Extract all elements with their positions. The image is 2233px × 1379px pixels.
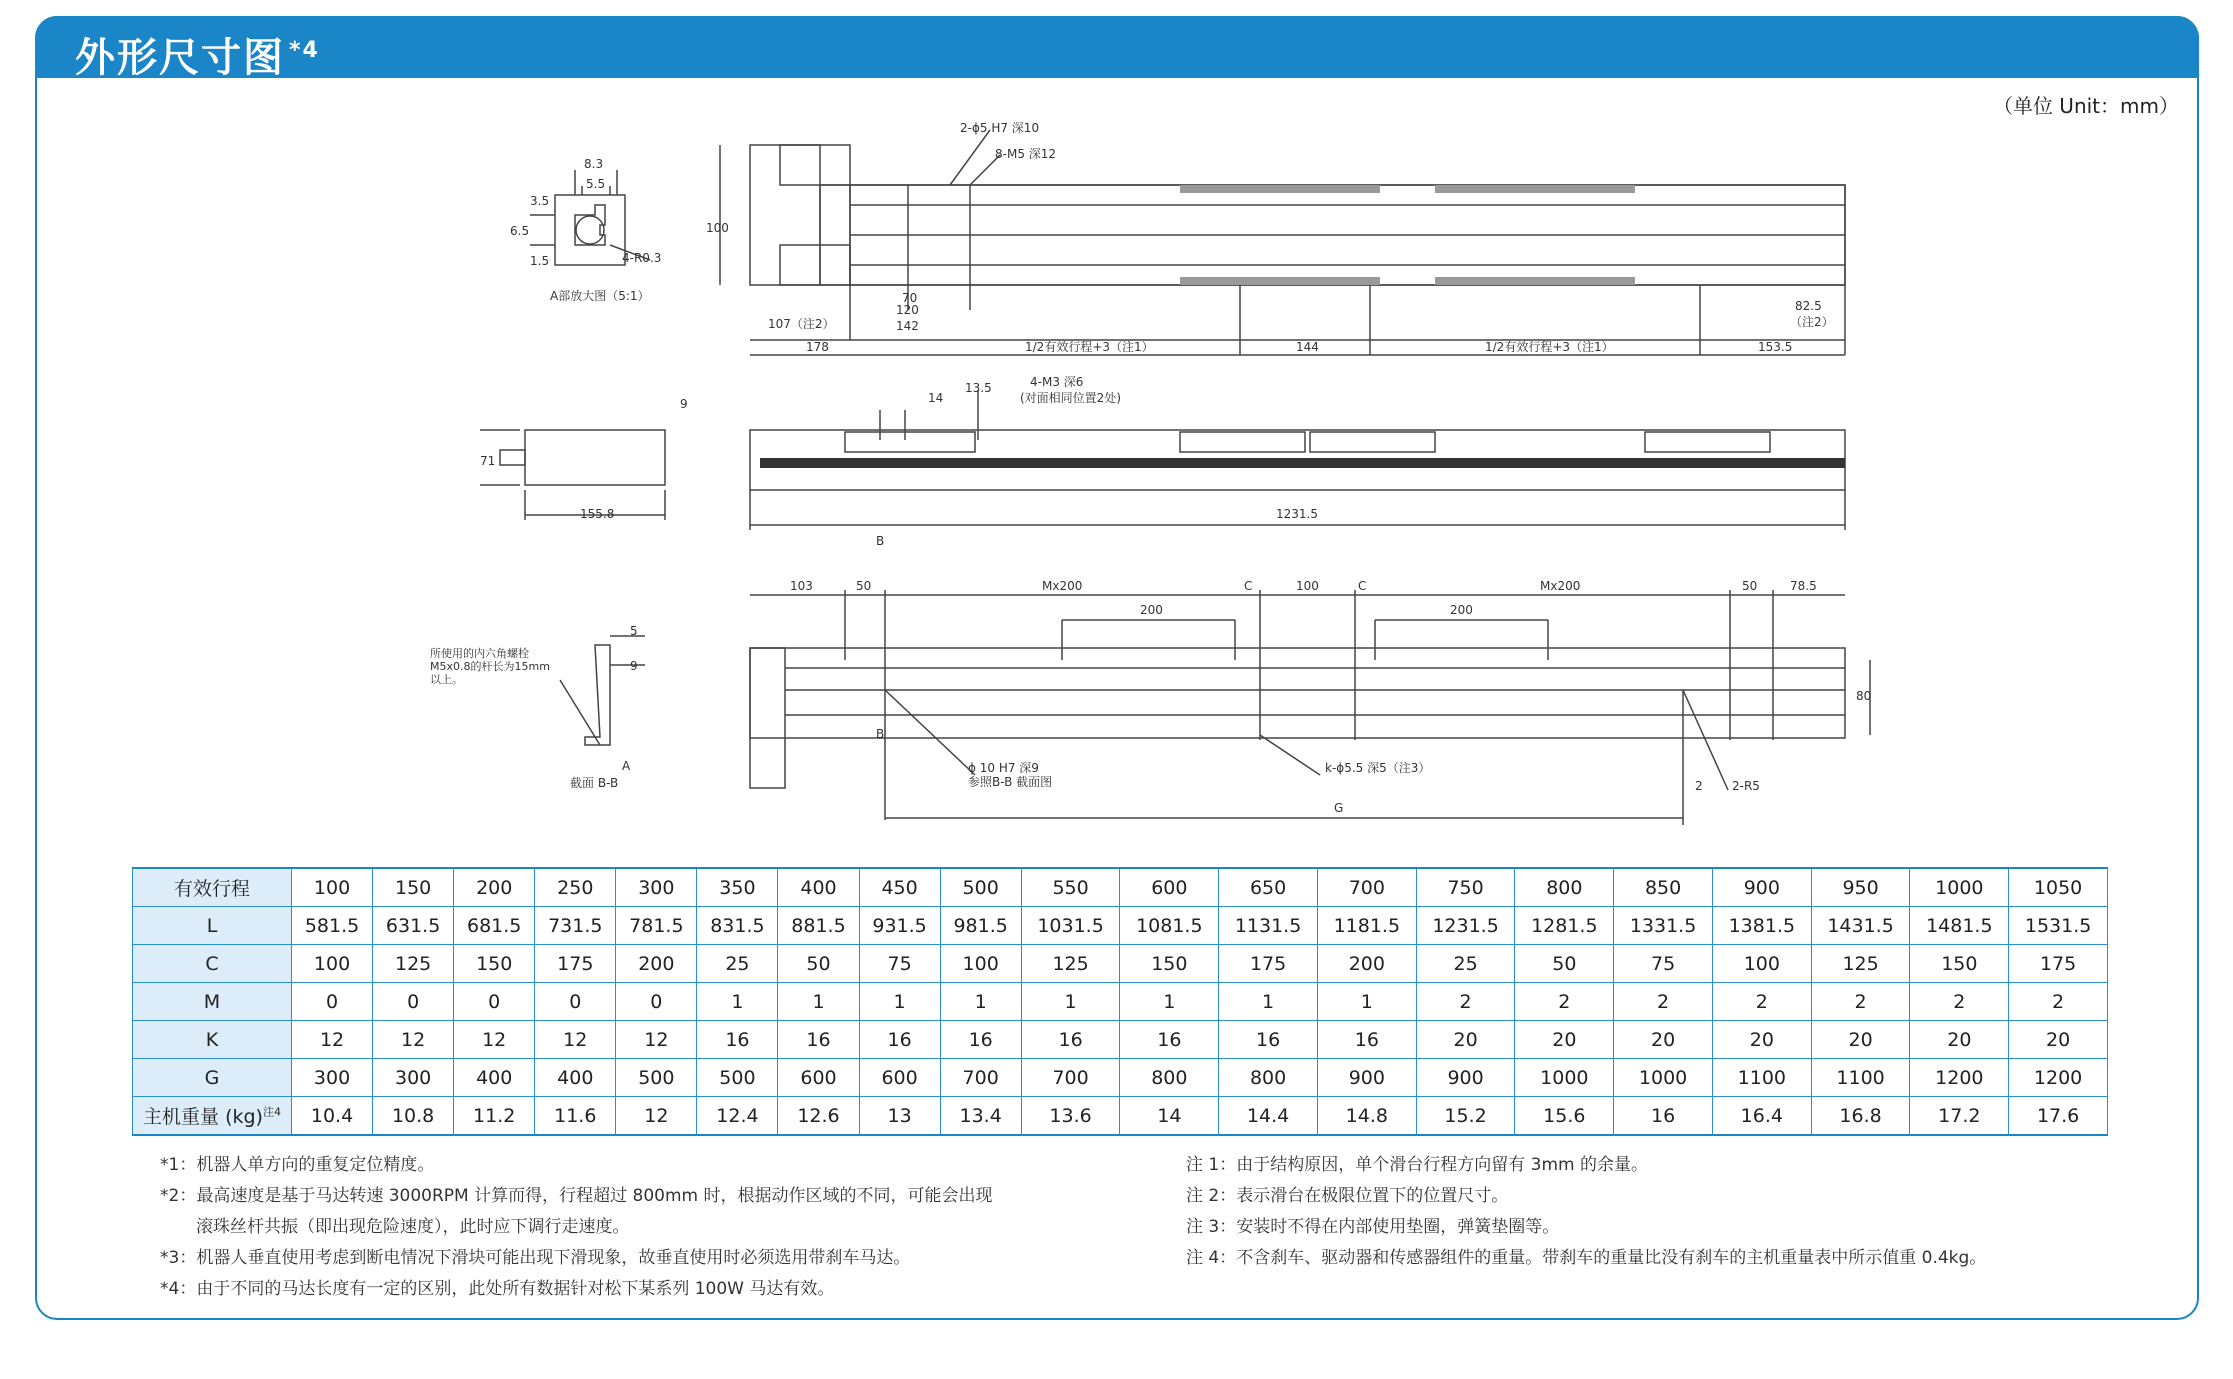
table-cell: 0 <box>292 983 373 1021</box>
row-label: M <box>133 983 292 1021</box>
table-cell: 200 <box>1317 945 1416 983</box>
table-cell: 17.6 <box>2009 1097 2108 1136</box>
table-cell: 1 <box>940 983 1021 1021</box>
table-cell: 20 <box>1515 1021 1614 1059</box>
svg-text:A部放大图（5:1）: A部放大图（5:1） <box>550 289 650 303</box>
table-cell: 900 <box>1416 1059 1515 1097</box>
table-cell: 300 <box>292 1059 373 1097</box>
svg-text:8.3: 8.3 <box>584 157 604 171</box>
footnote: 滚珠丝杆共振（即出现危险速度），此时应下调行走速度。 <box>196 1217 630 1237</box>
table-cell: 700 <box>1021 1059 1120 1097</box>
table-cell: 100 <box>292 868 373 907</box>
svg-text:M5x0.8的杆长为15mm: M5x0.8的杆长为15mm <box>430 660 550 673</box>
svg-text:4-R0.3: 4-R0.3 <box>622 251 662 265</box>
table-cell: 13.6 <box>1021 1097 1120 1136</box>
table-cell: 17.2 <box>1910 1097 2009 1136</box>
table-cell: 581.5 <box>292 907 373 945</box>
table-cell: 300 <box>373 1059 454 1097</box>
table-cell: 0 <box>616 983 697 1021</box>
table-row <box>133 1059 2108 1097</box>
svg-text:Mx200: Mx200 <box>1540 579 1581 593</box>
table-cell: 20 <box>1614 1021 1713 1059</box>
svg-text:1/2有效行程+3（注1）: 1/2有效行程+3（注1） <box>1485 340 1614 354</box>
table-cell: 800 <box>1120 1059 1219 1097</box>
svg-text:2: 2 <box>1695 779 1703 793</box>
table-cell: 1331.5 <box>1614 907 1713 945</box>
footnotes-right <box>1186 1150 1986 1274</box>
table-cell: 1 <box>697 983 778 1021</box>
table-cell: 700 <box>940 1059 1021 1097</box>
svg-text:所使用的内六角螺栓: 所使用的内六角螺栓 <box>430 647 529 660</box>
table-cell: 11.6 <box>535 1097 616 1136</box>
svg-text:103: 103 <box>790 579 813 593</box>
table-cell: 1431.5 <box>1811 907 1910 945</box>
table-cell: 16 <box>940 1021 1021 1059</box>
side-view <box>480 390 1845 530</box>
svg-text:1.5: 1.5 <box>530 254 550 268</box>
table-cell: 20 <box>1416 1021 1515 1059</box>
table-cell: 12 <box>454 1021 535 1059</box>
table-cell: 400 <box>778 868 859 907</box>
table-cell: 0 <box>373 983 454 1021</box>
table-cell: 1 <box>1317 983 1416 1021</box>
svg-text:14: 14 <box>928 391 944 405</box>
svg-text:9: 9 <box>630 659 638 673</box>
svg-text:参照B-B 截面图: 参照B-B 截面图 <box>968 775 1053 789</box>
table-cell: 13 <box>859 1097 940 1136</box>
footnote: *3：机器人垂直使用考虑到断电情况下滑块可能出现下滑现象，故垂直使用时必须选用带刹车马达。 <box>160 1248 911 1268</box>
footnotes-left <box>160 1150 993 1305</box>
table-cell: 1481.5 <box>1910 907 2009 945</box>
table-cell: 1181.5 <box>1317 907 1416 945</box>
row-label: 有效行程 <box>133 868 292 907</box>
table-cell: 16 <box>778 1021 859 1059</box>
svg-text:50: 50 <box>856 579 872 593</box>
table-cell: 2 <box>1811 983 1910 1021</box>
table-cell: 16 <box>697 1021 778 1059</box>
table-cell: 1000 <box>1614 1059 1713 1097</box>
table-cell: 10.4 <box>292 1097 373 1136</box>
table-cell: 1031.5 <box>1021 907 1120 945</box>
page-title: 外形尺寸图 $^{*4}$ <box>75 35 320 81</box>
footnote: *4：由于不同的马达长度有一定的区别，此处所有数据针对松下某系列 100W 马达有效。 <box>160 1279 835 1299</box>
table-cell: 2 <box>1910 983 2009 1021</box>
table-cell: 175 <box>2009 945 2108 983</box>
svg-text:C: C <box>1358 579 1367 593</box>
table-cell: 400 <box>535 1059 616 1097</box>
table-cell: 2 <box>1515 983 1614 1021</box>
svg-text:G: G <box>1334 801 1344 815</box>
table-cell: 900 <box>1712 868 1811 907</box>
table-cell: 700 <box>1317 868 1416 907</box>
svg-text:1/2有效行程+3（注1）: 1/2有效行程+3（注1） <box>1025 340 1154 354</box>
table-cell: 1531.5 <box>2009 907 2108 945</box>
svg-text:C: C <box>1244 579 1253 593</box>
table-cell: 1100 <box>1712 1059 1811 1097</box>
table-row <box>133 1021 2108 1059</box>
table-cell: 20 <box>1910 1021 2009 1059</box>
table-row <box>133 945 2108 983</box>
table-cell: 75 <box>859 945 940 983</box>
table-cell: 500 <box>940 868 1021 907</box>
table-cell: 800 <box>1219 1059 1318 1097</box>
row-label: C <box>133 945 292 983</box>
svg-text:ϕ 10 H7 深9: ϕ 10 H7 深9 <box>968 761 1039 775</box>
table-cell: 1000 <box>1910 868 2009 907</box>
table-cell: 16.4 <box>1712 1097 1811 1136</box>
table-cell: 2 <box>2009 983 2108 1021</box>
table-cell: 2 <box>1614 983 1713 1021</box>
svg-text:（注2）: （注2） <box>1790 315 1834 329</box>
svg-text:B: B <box>876 534 885 548</box>
table-cell: 681.5 <box>454 907 535 945</box>
svg-text:2-R5: 2-R5 <box>1732 779 1760 793</box>
table-cell: 1100 <box>1811 1059 1910 1097</box>
table-cell: 100 <box>940 945 1021 983</box>
svg-text:178: 178 <box>806 340 829 354</box>
table-cell: 11.2 <box>454 1097 535 1136</box>
svg-text:3.5: 3.5 <box>530 194 550 208</box>
table-cell: 1 <box>1021 983 1120 1021</box>
table-cell: 14.4 <box>1219 1097 1318 1136</box>
table-cell: 150 <box>373 868 454 907</box>
table-cell: 150 <box>454 945 535 983</box>
table-cell: 931.5 <box>859 907 940 945</box>
footnote: 注 4：不含刹车、驱动器和传感器组件的重量。带刹车的重量比没有刹车的主机重量表中所示值重 0.4kg。 <box>1186 1248 1987 1268</box>
svg-text:5: 5 <box>630 624 638 638</box>
row-label: K <box>133 1021 292 1059</box>
unit-label: （单位 Unit：mm） <box>1992 94 2179 118</box>
table-cell: 100 <box>292 945 373 983</box>
section-b-view <box>560 636 645 745</box>
footnote: *1：机器人单方向的重复定位精度。 <box>160 1155 435 1175</box>
table-cell: 350 <box>697 868 778 907</box>
svg-text:50: 50 <box>1742 579 1758 593</box>
table-cell: 831.5 <box>697 907 778 945</box>
svg-text:120: 120 <box>896 303 919 317</box>
table-cell: 125 <box>1811 945 1910 983</box>
table-cell: 850 <box>1614 868 1713 907</box>
svg-text:5.5: 5.5 <box>586 177 606 191</box>
svg-text:100: 100 <box>1296 579 1319 593</box>
table-cell: 100 <box>1712 945 1811 983</box>
table-cell: 0 <box>454 983 535 1021</box>
table-cell: 150 <box>1120 945 1219 983</box>
table-cell: 15.2 <box>1416 1097 1515 1136</box>
footnote: 注 1：由于结构原因，单个滑台行程方向留有 3mm 的余量。 <box>1186 1155 1648 1175</box>
footnote: 注 3：安装时不得在内部使用垫圈，弹簧垫圈等。 <box>1186 1217 1560 1237</box>
table-cell: 150 <box>1910 945 2009 983</box>
table-cell: 12 <box>292 1021 373 1059</box>
svg-text:截面 B-B: 截面 B-B <box>570 776 619 790</box>
svg-text:200: 200 <box>1140 603 1163 617</box>
svg-text:100: 100 <box>706 221 729 235</box>
table-cell: 125 <box>373 945 454 983</box>
table-cell: 25 <box>697 945 778 983</box>
table-cell: 1381.5 <box>1712 907 1811 945</box>
svg-text:Mx200: Mx200 <box>1042 579 1083 593</box>
table-cell: 0 <box>535 983 616 1021</box>
table-cell: 750 <box>1416 868 1515 907</box>
table-cell: 1281.5 <box>1515 907 1614 945</box>
table-cell: 731.5 <box>535 907 616 945</box>
table-cell: 900 <box>1317 1059 1416 1097</box>
table-cell: 2 <box>1416 983 1515 1021</box>
table-cell: 650 <box>1219 868 1318 907</box>
table-cell: 2 <box>1712 983 1811 1021</box>
row-label: L <box>133 907 292 945</box>
table-cell: 1 <box>1120 983 1219 1021</box>
footnote: 注 2：表示滑台在极限位置下的位置尺寸。 <box>1186 1186 1509 1206</box>
table-cell: 300 <box>616 868 697 907</box>
table-cell: 175 <box>535 945 616 983</box>
table-cell: 175 <box>1219 945 1318 983</box>
table-cell: 13.4 <box>940 1097 1021 1136</box>
table-cell: 16.8 <box>1811 1097 1910 1136</box>
table-row <box>133 907 2108 945</box>
table-cell: 12.4 <box>697 1097 778 1136</box>
svg-text:4-M3 深6: 4-M3 深6 <box>1030 375 1084 389</box>
row-label: G <box>133 1059 292 1097</box>
svg-text:k-ϕ5.5 深5（注3）: k-ϕ5.5 深5（注3） <box>1325 761 1431 775</box>
table-cell: 12 <box>373 1021 454 1059</box>
footnote: *2：最高速度是基于马达转速 3000RPM 计算而得，行程超过 800mm 时，根据动作区域的不同，可能会出现 <box>160 1186 993 1206</box>
table-cell: 1050 <box>2009 868 2108 907</box>
table-cell: 20 <box>2009 1021 2108 1059</box>
svg-text:153.5: 153.5 <box>1758 340 1793 354</box>
table-cell: 14 <box>1120 1097 1219 1136</box>
table-cell: 16 <box>1021 1021 1120 1059</box>
svg-text:80: 80 <box>1856 689 1872 703</box>
table-cell: 1131.5 <box>1219 907 1318 945</box>
table-cell: 12 <box>616 1021 697 1059</box>
table-cell: 981.5 <box>940 907 1021 945</box>
table-cell: 125 <box>1021 945 1120 983</box>
table-cell: 12.6 <box>778 1097 859 1136</box>
table-cell: 1 <box>1219 983 1318 1021</box>
svg-text:78.5: 78.5 <box>1790 579 1817 593</box>
top-view <box>720 130 1845 355</box>
table-cell: 600 <box>778 1059 859 1097</box>
table-cell: 12 <box>616 1097 697 1136</box>
svg-text:9: 9 <box>680 397 688 411</box>
table-cell: 16 <box>859 1021 940 1059</box>
svg-text:A: A <box>622 759 631 773</box>
svg-text:200: 200 <box>1450 603 1473 617</box>
svg-text:142: 142 <box>896 319 919 333</box>
svg-text:以上。: 以上。 <box>430 673 463 686</box>
table-cell: 250 <box>535 868 616 907</box>
svg-text:2-ϕ5 H7 深10: 2-ϕ5 H7 深10 <box>960 121 1040 135</box>
svg-text:144: 144 <box>1296 340 1319 354</box>
table-cell: 450 <box>859 868 940 907</box>
table-cell: 20 <box>1712 1021 1811 1059</box>
table-cell: 950 <box>1811 868 1910 907</box>
table-cell: 500 <box>697 1059 778 1097</box>
spec-table <box>132 867 2108 1136</box>
svg-text:6.5: 6.5 <box>510 224 530 238</box>
svg-text:71: 71 <box>480 454 496 468</box>
table-cell: 1200 <box>1910 1059 2009 1097</box>
table-cell: 1200 <box>2009 1059 2108 1097</box>
table-row <box>133 1097 2108 1136</box>
table-row <box>133 868 2108 907</box>
table-cell: 200 <box>454 868 535 907</box>
table-cell: 881.5 <box>778 907 859 945</box>
table-cell: 20 <box>1811 1021 1910 1059</box>
table-cell: 16 <box>1317 1021 1416 1059</box>
table-row <box>133 983 2108 1021</box>
table-cell: 400 <box>454 1059 535 1097</box>
table-cell: 15.6 <box>1515 1097 1614 1136</box>
table-cell: 800 <box>1515 868 1614 907</box>
table-cell: 14.8 <box>1317 1097 1416 1136</box>
table-cell: 10.8 <box>373 1097 454 1136</box>
svg-text:(对面相同位置2处): (对面相同位置2处) <box>1020 391 1121 405</box>
table-cell: 1000 <box>1515 1059 1614 1097</box>
table-cell: 1081.5 <box>1120 907 1219 945</box>
row-label: 主机重量 (kg)$^{注4}$ <box>133 1097 292 1136</box>
table-cell: 16 <box>1120 1021 1219 1059</box>
table-cell: 12 <box>535 1021 616 1059</box>
table-cell: 25 <box>1416 945 1515 983</box>
table-cell: 50 <box>1515 945 1614 983</box>
svg-text:1231.5: 1231.5 <box>1276 507 1318 521</box>
table-cell: 600 <box>859 1059 940 1097</box>
svg-text:107（注2）: 107（注2） <box>768 317 835 331</box>
svg-text:155.8: 155.8 <box>580 507 615 521</box>
table-cell: 1 <box>859 983 940 1021</box>
table-cell: 200 <box>616 945 697 983</box>
svg-text:B: B <box>876 727 885 741</box>
table-cell: 16 <box>1614 1097 1713 1136</box>
table-cell: 50 <box>778 945 859 983</box>
table-cell: 600 <box>1120 868 1219 907</box>
table-cell: 781.5 <box>616 907 697 945</box>
table-cell: 1 <box>778 983 859 1021</box>
table-cell: 1231.5 <box>1416 907 1515 945</box>
svg-text:8-M5 深12: 8-M5 深12 <box>995 147 1057 161</box>
table-cell: 16 <box>1219 1021 1318 1059</box>
table-cell: 75 <box>1614 945 1713 983</box>
svg-text:70: 70 <box>902 291 918 305</box>
svg-text:13.5: 13.5 <box>965 381 992 395</box>
table-cell: 500 <box>616 1059 697 1097</box>
table-cell: 631.5 <box>373 907 454 945</box>
svg-text:82.5: 82.5 <box>1795 299 1822 313</box>
table-cell: 550 <box>1021 868 1120 907</box>
